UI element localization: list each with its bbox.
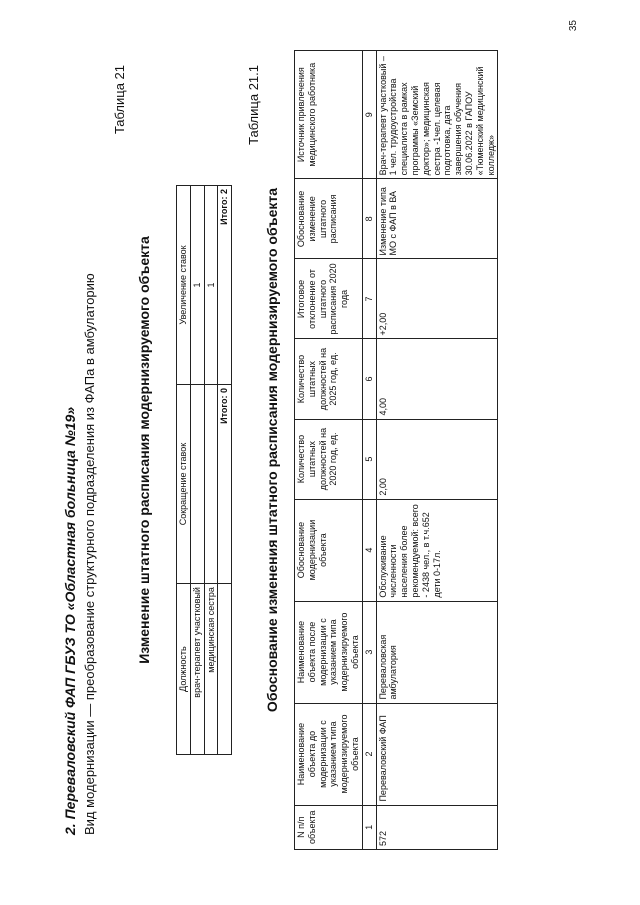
table211-heading: Обоснование изменения штатного расписания модернизируемого объекта (264, 187, 280, 713)
table211-cell: 2,00 (376, 419, 498, 499)
table211-cell: Перевaловский ФАП (376, 703, 498, 805)
table211-label: Таблица 21.1 (246, 65, 261, 145)
table211-cell: Изменение типа МО с ФАП в ВА (376, 179, 498, 259)
table211-cell: Обслуживание численности населения более рекомендуемой: всего - 2438 чел., в т.ч.652 дети 0-17л. (376, 499, 498, 601)
table211-header-cell: Наименование объекта после модернизации с указанием типа модернизируемого объекта (295, 601, 363, 703)
table21-heading: Изменение штатного расписания модернизируемого объекта (136, 236, 152, 664)
table211-header-row (295, 51, 363, 850)
table21-cell: медицинская сестра (204, 584, 218, 755)
table211-header-cell: Источник привлечения медицинского работника (295, 51, 363, 179)
table211-number-cell: 5 (362, 419, 376, 499)
table211-number-cell: 4 (362, 499, 376, 601)
table211-number-cell: 1 (362, 805, 376, 849)
table211-cell: +2,00 (376, 259, 498, 339)
table211-header-cell: Итоговое отклонение от штатного расписания 2020 года (295, 259, 363, 339)
page-number: 35 (568, 20, 579, 32)
table21-cell: врач-терапевт участковый (190, 584, 204, 755)
table211-header-cell: Наименование объекта до модернизации с указанием типа модернизируемого объекта (295, 703, 363, 805)
document-title: 2. Перевaловский ФАП ГБУЗ ТО «Областная больница №19» (62, 406, 78, 835)
table211-number-cell: 9 (362, 51, 376, 179)
table-row (376, 51, 498, 850)
table211-header-cell: Обоснование изменение штатного расписания (295, 179, 363, 259)
table211-header-cell: Количество штатных должностей на 2025 год, ед. (295, 339, 363, 419)
table21-header-cell: Сокращение ставок (177, 385, 191, 584)
table211-number-row (362, 51, 376, 850)
table211-header-cell: Количество штатных должностей на 2020 год, ед. (295, 419, 363, 499)
table21-total-cell: Итого: 0 (218, 385, 232, 584)
table211-cell: Врач-терапевт участковый – 1 чел. трудоустройства специалиста в рамках программы «Земский доктор»; медицинская сестра -1чел. целевая подготовка, дата завершения обучения 30.06.2022 в ГАПОУ «Тюменский медицинский колледж» (376, 51, 498, 179)
table211-cell: 4,00 (376, 339, 498, 419)
table211-number-cell: 2 (362, 703, 376, 805)
table21-label: Таблица 21 (112, 65, 127, 135)
table21 (176, 185, 232, 755)
table211 (294, 50, 498, 850)
table211-cell: Перевaловская амбулатория (376, 601, 498, 703)
table21-cell: 1 (190, 186, 204, 385)
table-row (204, 186, 218, 755)
table21-totals-row (218, 186, 232, 755)
table211-number-cell: 8 (362, 179, 376, 259)
table21-header-cell: Должность (177, 584, 191, 755)
document-subtitle: Вид модернизации — преобразование структурного подразделения из ФАПа в амбулаторию (82, 273, 97, 835)
table21-total-cell: Итого: 2 (218, 186, 232, 385)
table21-cell (190, 385, 204, 584)
table211-number-cell: 3 (362, 601, 376, 703)
table211-number-cell: 7 (362, 259, 376, 339)
table211-cell: 572 (376, 805, 498, 849)
table21-cell: 1 (204, 186, 218, 385)
table21-header-row (177, 186, 191, 755)
table21-cell (204, 385, 218, 584)
table21-header-cell: Увеличение ставок (177, 186, 191, 385)
table211-header-cell: N п/п объекта (295, 805, 363, 849)
table21-total-cell (218, 584, 232, 755)
table-row (190, 186, 204, 755)
table211-number-cell: 6 (362, 339, 376, 419)
table211-header-cell: Обоснование модернизации объекта (295, 499, 363, 601)
